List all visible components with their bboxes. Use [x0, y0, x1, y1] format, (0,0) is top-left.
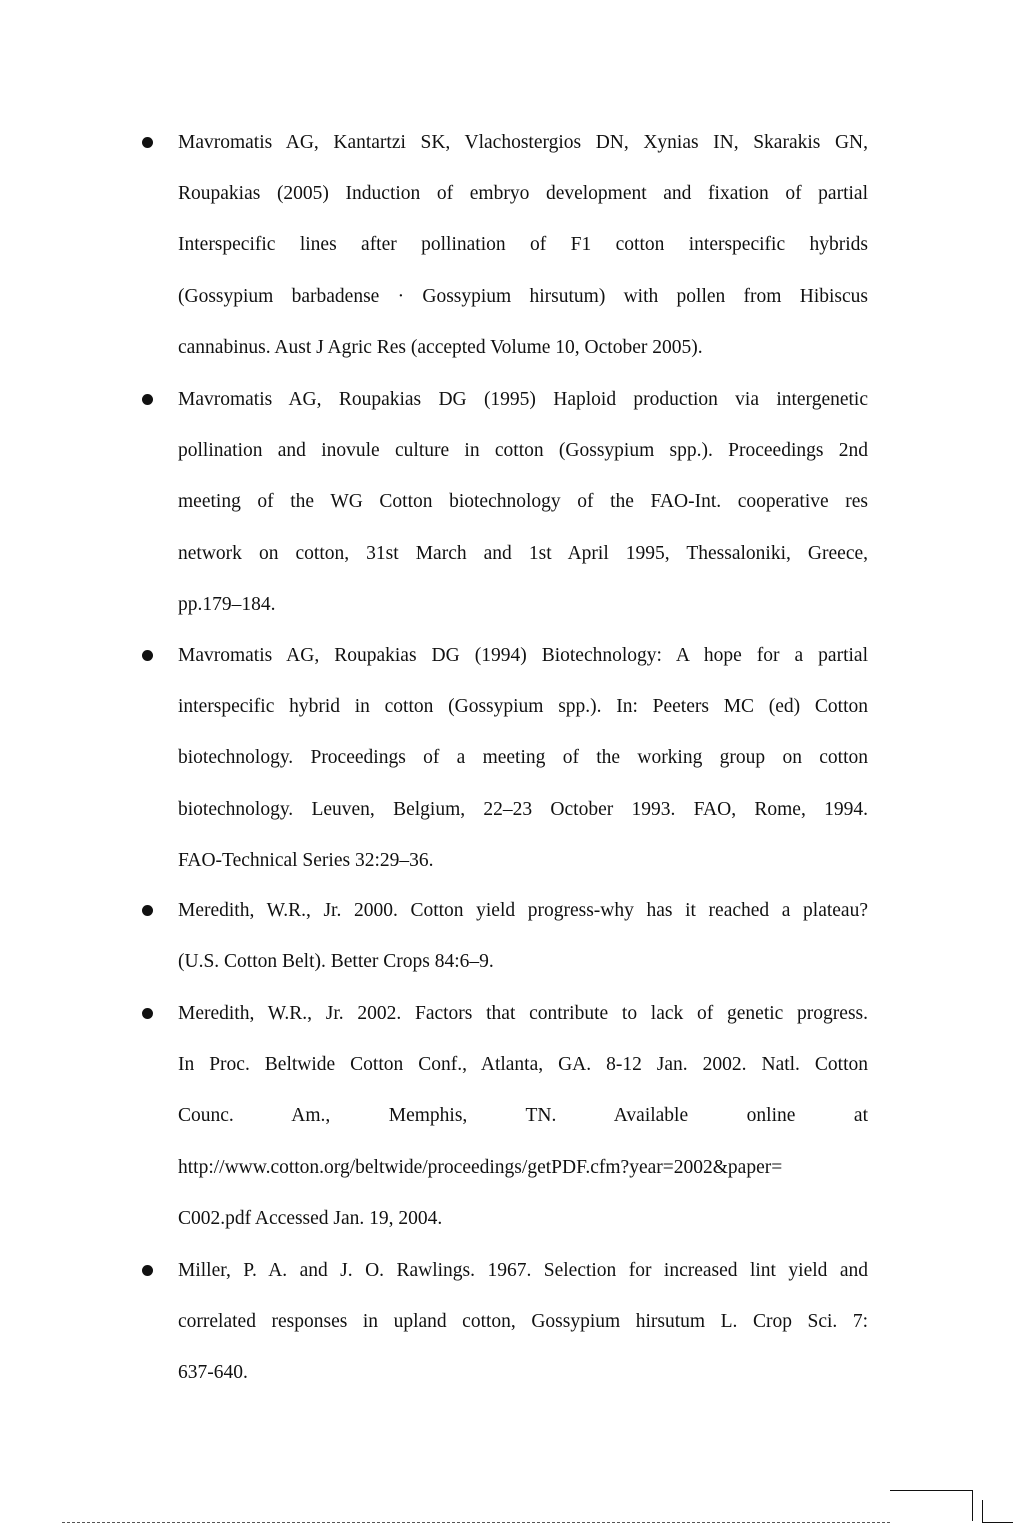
reference-line: interspecific hybrid in cotton (Gossypium spp.). In: Peeters MC (ed) Cotton — [178, 696, 868, 718]
reference-line: Meredith, W.R., Jr. 2000. Cotton yield progress-why has it reached a plateau? — [178, 900, 868, 921]
reference-item — [178, 1245, 868, 1399]
reference-line: (Gossypium barbadense · Gossypium hirsutum) with pollen from Hibiscus — [178, 285, 868, 307]
reference-line: Counc. Am., Memphis, TN. Available online at — [178, 1105, 868, 1127]
reference-line: Roupakias (2005) Induction of embryo development and fixation of partial — [178, 183, 868, 205]
reference-line: biotechnology. Leuven, Belgium, 22–23 October 1993. FAO, Rome, 1994. — [178, 798, 868, 820]
reference-line: Meredith, W.R., Jr. 2002. Factors that contribute to lack of genetic progress. — [178, 1003, 868, 1024]
reference-item — [178, 630, 868, 886]
reference-line: cannabinus. Aust J Agric Res (accepted Volume 10, October 2005). — [178, 336, 703, 358]
reference-line: Mavromatis AG, Roupakias DG (1994) Biotechnology: A hope for a partial — [178, 645, 868, 666]
reference-line: C002.pdf Accessed Jan. 19, 2004. — [178, 1207, 443, 1229]
reference-line: In Proc. Beltwide Cotton Conf., Atlanta, GA. 8-12 Jan. 2002. Natl. Cotton — [178, 1054, 868, 1076]
reference-item — [178, 117, 868, 373]
reference-line: biotechnology. Proceedings of a meeting of the working group on cotton — [178, 747, 868, 769]
reference-line: 637-640. — [178, 1362, 248, 1384]
crop-mark — [982, 1500, 1013, 1523]
reference-item — [178, 885, 868, 987]
bullet-icon — [142, 650, 153, 661]
bullet-icon — [142, 394, 153, 405]
footer-divider — [62, 1522, 890, 1523]
reference-item — [178, 988, 868, 1244]
bullet-icon — [142, 905, 153, 916]
reference-line: Interspecific lines after pollination of F1 cotton interspecific hybrids — [178, 234, 868, 256]
reference-line: pollination and inovule culture in cotton (Gossypium spp.). Proceedings 2nd — [178, 440, 868, 462]
bullet-icon — [142, 137, 153, 148]
reference-line: Mavromatis AG, Roupakias DG (1995) Haploid production via intergenetic — [178, 389, 868, 410]
reference-line: pp.179–184. — [178, 593, 276, 615]
reference-line: meeting of the WG Cotton biotechnology of the FAO-Int. cooperative res — [178, 491, 868, 513]
crop-mark — [890, 1490, 973, 1521]
bullet-icon — [142, 1265, 153, 1276]
reference-line: (U.S. Cotton Belt). Better Crops 84:6–9. — [178, 951, 494, 973]
reference-line: FAO-Technical Series 32:29–36. — [178, 849, 434, 871]
reference-line: http://www.cotton.org/beltwide/proceedings/getPDF.cfm?year=2002&paper= — [178, 1156, 783, 1178]
bullet-icon — [142, 1008, 153, 1019]
reference-line: Miller, P. A. and J. O. Rawlings. 1967. Selection for increased lint yield and — [178, 1260, 868, 1281]
reference-item — [178, 374, 868, 630]
reference-line: network on cotton, 31st March and 1st April 1995, Thessaloniki, Greece, — [178, 542, 868, 564]
reference-line: Mavromatis AG, Kantartzi SK, Vlachostergios DN, Xynias IN, Skarakis GN, — [178, 132, 868, 153]
reference-line: correlated responses in upland cotton, Gossypium hirsutum L. Crop Sci. 7: — [178, 1311, 868, 1333]
